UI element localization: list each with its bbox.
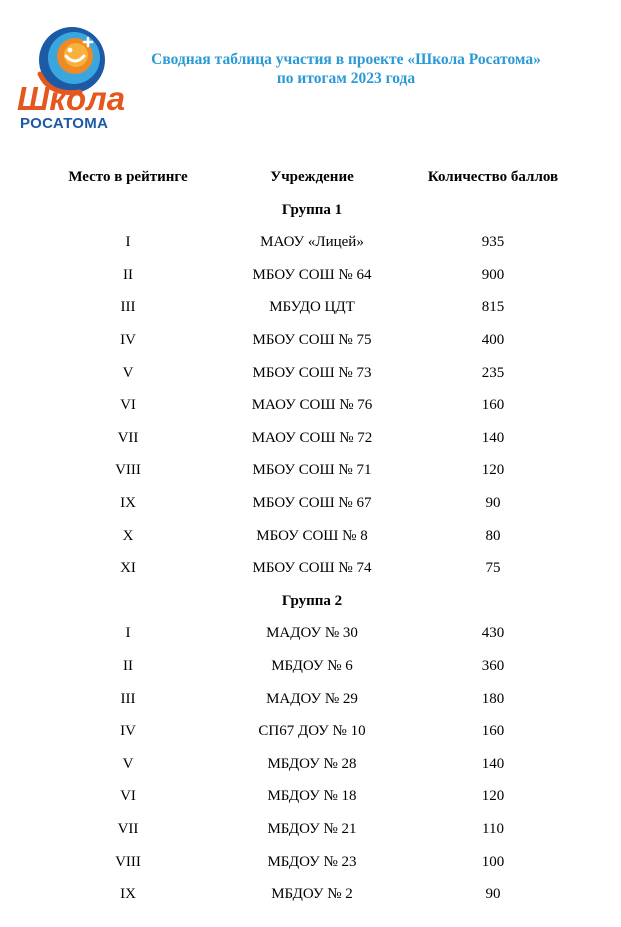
institution-cell: МАОУ «Лицей»: [260, 234, 364, 251]
institution-cell: МБУДО ЦДТ: [269, 299, 355, 316]
table-row: [0, 491, 621, 515]
rank-cell: XI: [120, 560, 136, 577]
institution-cell: МБОУ СОШ № 67: [252, 495, 372, 511]
rank-cell: II: [123, 266, 133, 283]
institution-cell: МБДОУ № 2: [271, 886, 353, 903]
rank-cell: VI: [120, 788, 136, 805]
rank-cell: IV: [120, 723, 136, 740]
document-title: [96, 50, 596, 88]
rank-cell: III: [120, 690, 136, 707]
institution-cell: МАДОУ № 30: [266, 625, 358, 642]
table-row: [0, 752, 621, 776]
table-row: [0, 230, 621, 254]
score-cell: 430: [481, 625, 505, 642]
institution-cell: МБОУ СОШ № 64: [252, 266, 372, 283]
rank-cell: X: [122, 527, 134, 544]
rank-cell: VII: [117, 429, 139, 446]
score-cell: 140: [481, 755, 505, 772]
table-row: [0, 817, 621, 841]
score-cell: 400: [481, 332, 505, 348]
score-cell: 180: [481, 690, 505, 707]
institution-cell: МБОУ СОШ № 73: [252, 364, 372, 381]
institution-cell: МАОУ СОШ № 76: [251, 397, 373, 414]
rank-cell: VI: [120, 397, 136, 414]
score-cell: 360: [481, 658, 505, 674]
score-cell: 160: [481, 397, 505, 414]
table-row: [0, 328, 621, 352]
rank-cell: I: [125, 625, 131, 642]
table-row: [0, 784, 621, 808]
table-row: [0, 621, 621, 645]
table-row: [0, 850, 621, 874]
table-row: [0, 719, 621, 743]
rank-cell: VIII: [115, 462, 141, 479]
score-cell: 90: [485, 495, 501, 511]
column-header-score: Количество баллов: [427, 169, 559, 185]
table-row: [0, 654, 621, 678]
table-row: [0, 393, 621, 417]
institution-cell: СП67 ДОУ № 10: [258, 723, 366, 740]
score-cell: 110: [482, 821, 504, 837]
institution-cell: МБДОУ № 18: [267, 788, 357, 805]
score-cell: 80: [485, 527, 501, 544]
table-row: [0, 882, 621, 906]
rank-cell: IV: [120, 332, 136, 348]
institution-cell: МБДОУ № 21: [267, 821, 357, 837]
institution-cell: МБДОУ № 6: [271, 658, 353, 674]
score-cell: 120: [481, 788, 505, 805]
table-row: [0, 524, 621, 548]
institution-cell: МБДОУ № 23: [267, 853, 357, 870]
institution-cell: МАОУ СОШ № 72: [251, 429, 373, 446]
score-cell: 90: [485, 886, 501, 903]
score-cell: 900: [481, 266, 505, 283]
column-header-institution: Учреждение: [270, 169, 354, 185]
institution-cell: МБОУ СОШ № 74: [252, 560, 372, 577]
table-row: [0, 295, 621, 319]
rank-cell: V: [122, 755, 134, 772]
rank-cell: V: [122, 364, 134, 381]
rank-cell: II: [123, 658, 133, 674]
group-label: Группа 2: [281, 592, 343, 609]
table-header-row: [0, 165, 621, 189]
institution-cell: МБОУ СОШ № 8: [256, 527, 368, 544]
table-row: [0, 458, 621, 482]
institution-cell: МБДОУ № 28: [267, 755, 357, 772]
score-cell: 140: [481, 429, 505, 446]
table-row: [0, 426, 621, 450]
score-cell: 815: [481, 299, 505, 316]
score-cell: 75: [485, 560, 501, 577]
institution-cell: МБОУ СОШ № 71: [252, 462, 372, 479]
title-line-1: Сводная таблица участия в проекте «Школа Росатома»: [151, 51, 541, 68]
title-line-2: по итогам 2023 года: [276, 70, 416, 87]
table-row: [0, 263, 621, 287]
institution-cell: МБОУ СОШ № 75: [252, 332, 372, 348]
logo-wordmark: Школа: [17, 80, 126, 117]
rank-cell: IX: [120, 886, 136, 903]
institution-cell: МАДОУ № 29: [266, 690, 358, 707]
score-cell: 160: [481, 723, 505, 740]
rank-cell: IX: [120, 495, 136, 511]
group-label: Группа 1: [281, 201, 343, 218]
table-row: [0, 687, 621, 711]
score-cell: 100: [481, 853, 505, 870]
rank-cell: VIII: [115, 853, 141, 870]
table-row: [0, 361, 621, 385]
score-cell: 935: [481, 234, 505, 251]
score-cell: 120: [481, 462, 505, 479]
logo-subtitle: РОСАТОМА: [20, 115, 109, 132]
score-cell: 235: [481, 364, 505, 381]
rank-cell: III: [120, 299, 136, 316]
rank-cell: VII: [117, 821, 139, 837]
table-row: [0, 556, 621, 580]
column-header-rank: Место в рейтинге: [68, 169, 188, 185]
rank-cell: I: [125, 234, 131, 251]
